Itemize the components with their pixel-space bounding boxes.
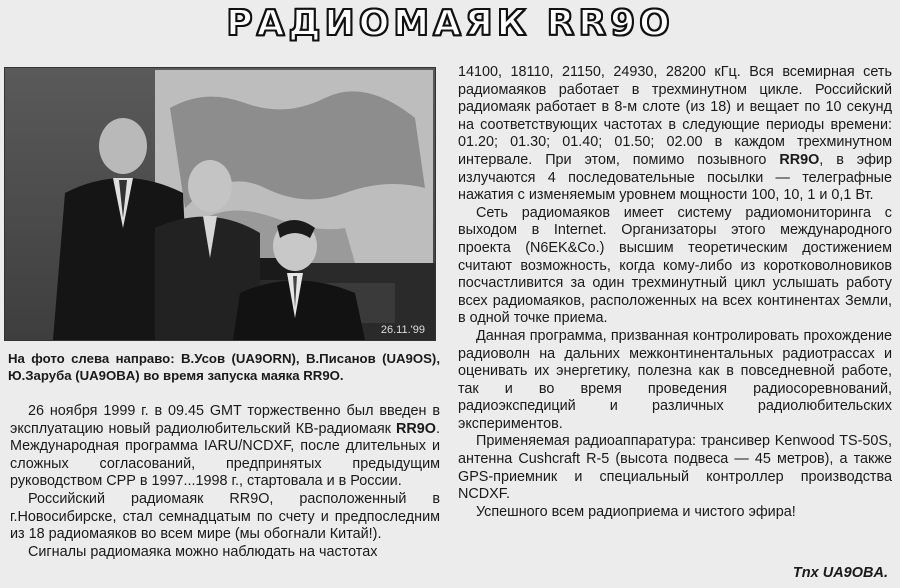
photo-illustration <box>5 68 435 340</box>
photo-caption: На фото слева направо: В.Усов (UA9ORN), В.Писанов (UA9OS), Ю.Заруба (UA9OBA) во время запуска маяка RR9O. <box>8 351 440 383</box>
paragraph-frequencies: 14100, 18110, 21150, 24930, 28200 кГц. Вся всемирная сеть радиомаяков работает в трехминутном цикле. Российский радиомаяк работает в 8-м слоте (из 18) и вещает по 10 секунд на соответствующих частотах в следующие периоды времени: 01.20; 01.30; 01.40; 01.50; 02.00 в каждом трехминутном интервале. При этом, помимо позывного RR9O, в эфир излучаются 4 последовательные посылки — телеграфные нажатия с изменяемым уровнем мощности 100, 10, 1 и 0,1 Вт. <box>458 64 892 204</box>
photo-date-stamp: 26.11.'99 <box>380 324 425 336</box>
paragraph-equipment: Применяемая радиоаппаратура: трансивер Kenwood TS-50S, антенна Cushcraft R-5 (высота подвеса — 45 метров), а также GPS-приемник и специальный контроллер производства NCDXF. <box>458 433 892 503</box>
paragraph-frequencies-start: Сигналы радиомаяка можно наблюдать на частотах <box>28 543 378 560</box>
article-photo <box>4 67 436 341</box>
paragraph-intro: 26 ноября 1999 г. в 09.45 GMT торжественно был введен в эксплуатацию новый радиолюбительский КВ-радиомаяк RR9O. Международная программа IARU/NCDXF, после длительных и сложных согласований, предпринятых предыдущим руководством СРР в 1997...1998 г., стартовала и в России. <box>10 403 440 490</box>
signature: Tnx UA9OBA. <box>792 565 888 581</box>
paragraph-monitoring: Сеть радиомаяков имеет систему радиомониторинга с выходом в Internet. Организаторы этого международного проекта (N6EK&Co.) высшим теоретическим достижением считают возможность, когда кому-либо из коротковолновиков посчастливится за один трехминутный цикл услышать работу всех радиомаяков, расположенных на всех континентах Земли, в одной точке приема. <box>458 204 892 327</box>
left-column <box>10 403 440 561</box>
right-column <box>458 64 892 521</box>
paragraph-closing: Успешного всем радиоприема и чистого эфира! <box>476 503 796 520</box>
paragraph-location: Российский радиомаяк RR9O, расположенный в г.Новосибирске, стал семнадцатым по счету и предпоследним из 18 радиомаяков во всем мире (мы обогнали Китай!). <box>10 490 440 543</box>
article-title: РАДИОМАЯК RR9O <box>226 3 674 44</box>
paragraph-program: Данная программа, призванная контролировать прохождение радиоволн на дальних межконтинентальных радиотрассах и оценивать их энергетику, полезна как в повседневной работе, так и во время проведения радиосоревнований, радиоэкспедиций и различных радиолюбительских экспериментов. <box>458 327 892 432</box>
